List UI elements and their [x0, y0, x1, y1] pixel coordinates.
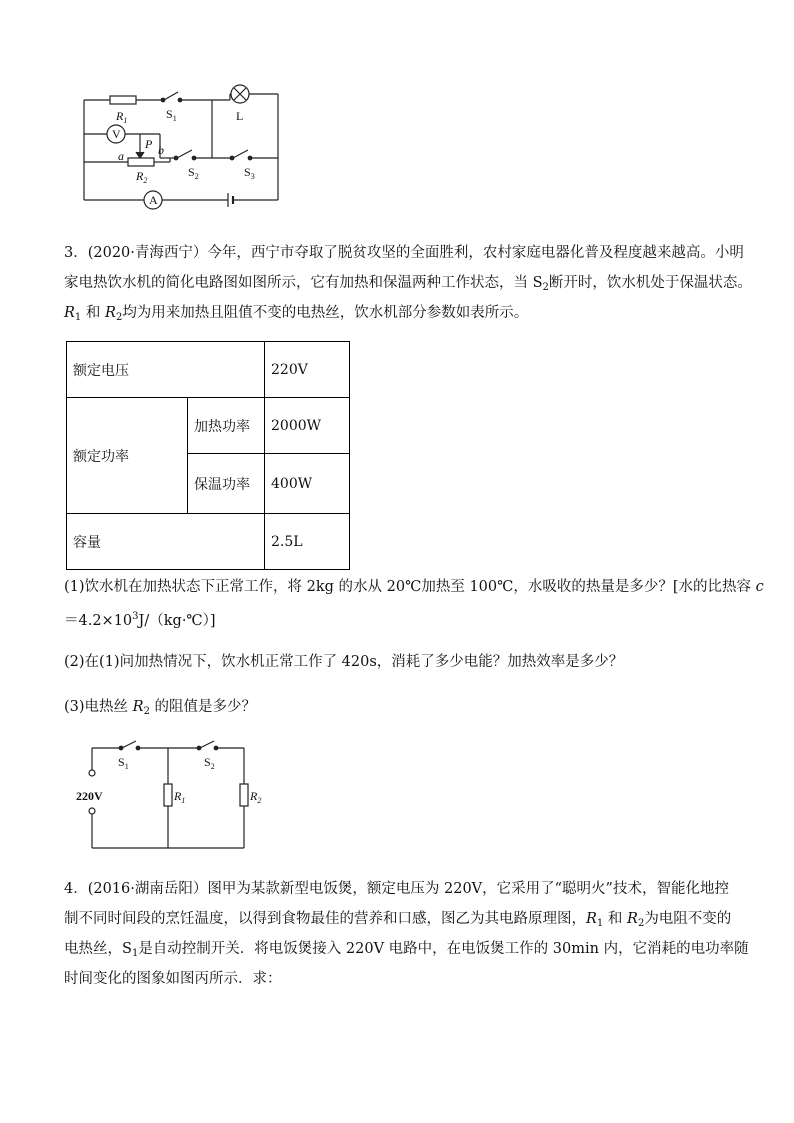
- keepwarm-power-value: 400W: [265, 454, 350, 514]
- r2-label-2: $R_2$: [250, 789, 262, 805]
- q3-sub1-line-1: (1)饮水机在加热状态下正常工作，将 2kg 的水从 20℃加热至 100℃，水吸收的热量是多少？[水的比热容 c: [64, 579, 764, 595]
- rated-voltage-label: 额定电压: [67, 342, 265, 398]
- q3-intro-line-3: $R_1$ 和 $R_2$均为用来加热且阻值不变的电热丝，饮水机部分参数如表所示。: [64, 305, 529, 323]
- rated-voltage-value: 220V: [265, 342, 350, 398]
- s3-label: $S_3$: [244, 165, 255, 181]
- q4-line-2: 制不同时间段的烹饪温度，以得到食物最佳的营养和口感，图乙为其电路原理图，$R_1$ 和 $R_2$为电阻不变的: [64, 911, 732, 929]
- capacity-value: 2.5L: [265, 514, 350, 570]
- voltage-label: 220V: [76, 789, 103, 803]
- q3-sub2: (2)在(1)问加热情况下，饮水机正常工作了 420s，消耗了多少电能？加热效率是多少？: [64, 654, 624, 670]
- slider-p-label: P: [145, 137, 153, 151]
- r2-label: $R_2$: [136, 169, 148, 185]
- q4-line-3: 电热丝，$S_1$是自动控制开关．将电饭煲接入 220V 电路中，在电饭煲工作的 30min 内，它消耗的电功率随: [64, 941, 749, 959]
- circuit-diagram-1: [70, 80, 290, 215]
- q3-intro-line-2: 家电热饮水机的简化电路图如图所示，它有加热和保温两种工作状态，当 $S_2$断开时，饮水机处于保温状态。: [64, 275, 752, 293]
- s1-label: $S_1$: [166, 107, 177, 123]
- rated-power-label: 额定功率: [67, 398, 188, 514]
- spec-table: [66, 341, 350, 570]
- r1-label-2: $R_1$: [174, 789, 186, 805]
- capacity-label: 容量: [67, 514, 265, 570]
- s2-label: $S_2$: [188, 165, 199, 181]
- q4-line-4: 时间变化的图象如图丙所示．求：: [64, 971, 282, 987]
- s1-label-2: $S_1$: [118, 755, 129, 771]
- q4-line-1: 4．(2016·湖南岳阳）图甲为某款新型电饭煲，额定电压为 220V，它采用了“聪明火”技术，智能化地控: [64, 881, 729, 897]
- heating-power-value: 2000W: [265, 398, 350, 454]
- q3-intro-line-1: 3．(2020·青海西宁）今年，西宁市夺取了脱贫攻坚的全面胜利，农村家庭电器化普及程度越来越高。小明: [64, 245, 744, 261]
- r1-label: $R_1$: [116, 109, 128, 125]
- rheostat-b-label: b: [158, 143, 164, 157]
- q3-sub3: (3)电热丝 $R_2$ 的阻值是多少？: [64, 699, 257, 717]
- voltmeter-label: V: [112, 127, 121, 141]
- heating-power-label: 加热功率: [188, 398, 265, 454]
- keepwarm-power-label: 保温功率: [188, 454, 265, 514]
- s2-label-2: $S_2$: [204, 755, 215, 771]
- ammeter-label: A: [149, 193, 158, 207]
- lamp-label: L: [236, 109, 244, 123]
- q3-sub1-line-2: $=4.2\times 10^3J/(kg\cdot℃)$]: [64, 611, 216, 629]
- circuit-diagram-2: [72, 738, 262, 856]
- rheostat-a-label: a: [118, 149, 124, 163]
